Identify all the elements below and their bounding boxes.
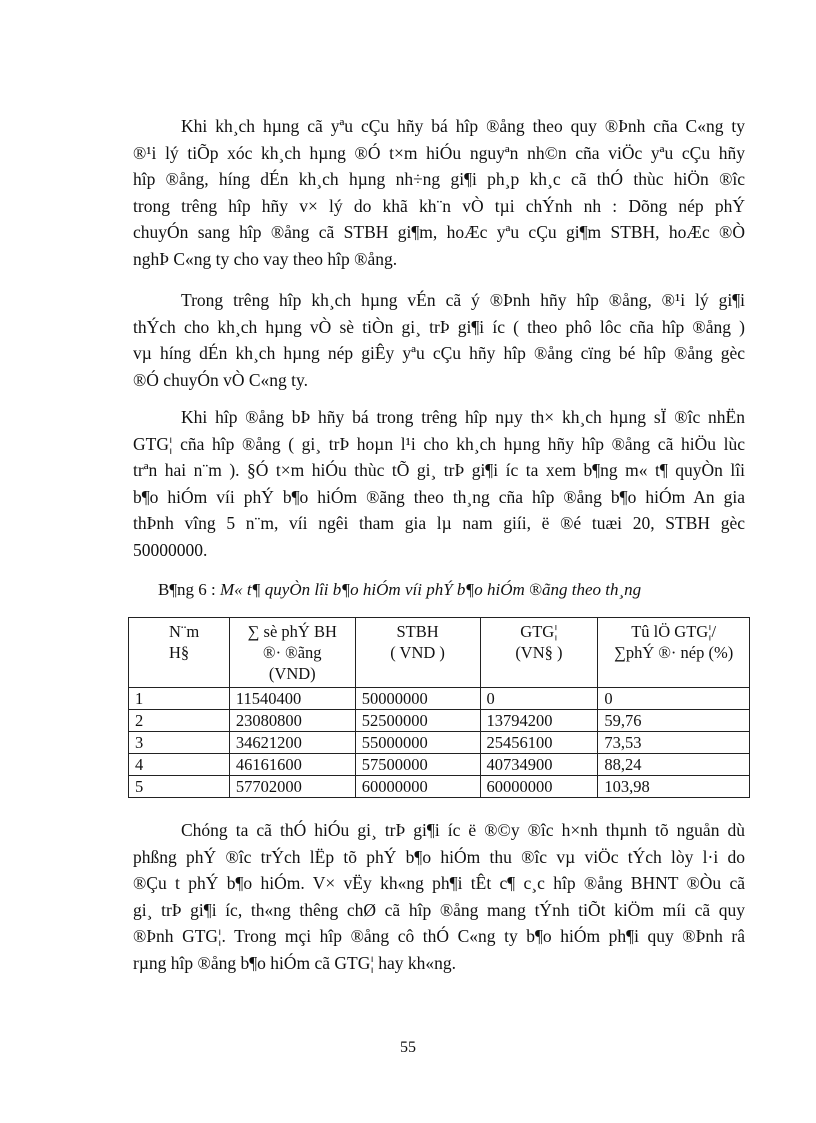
table-caption-title: M« t¶ quyÒn lîi b¶o hiÓm víi phÝ b¶o hiÓm ®ãng theo th¸ng <box>220 580 642 599</box>
text-line: Chóng ta cã thÓ hiÓu gi¸ trÞ gi¶i íc ë ®©y ®îc h×nh thµnh tõ nguån dù <box>181 820 745 840</box>
table-cell: 5 <box>129 776 230 798</box>
header-line: ( VND ) <box>390 643 445 662</box>
table-cell: 60000000 <box>480 776 598 798</box>
header-ratio <box>598 618 750 688</box>
table-row <box>129 710 750 732</box>
header-stbh <box>355 618 480 688</box>
table-cell: 59,76 <box>598 710 750 732</box>
text-line: ®¹i lý tiÕp xóc kh¸ch hµng ®Ó t×m hiÓu nguyªn nh©n cña viÖc yªu cÇu hñy <box>133 142 745 163</box>
header-line: Tû lÖ GTG¦/ <box>631 622 717 641</box>
text-line: thÞnh vîng 5 n¨m, víi ngêi tham gia lµ nam giíi, ë ®é tuæi 20, STBH gèc <box>133 513 745 534</box>
text-line: GTG¦ cña hîp ®ång ( gi¸ trÞ hoµn l¹i cho kh¸ch hµng hñy hîp ®ång cã hiÖu lùc <box>133 433 745 454</box>
text-line: 50000000. <box>133 539 208 560</box>
header-year <box>129 618 230 688</box>
table-cell: 2 <box>129 710 230 732</box>
table-cell: 57702000 <box>229 776 355 798</box>
table-cell: 25456100 <box>480 732 598 754</box>
text-line: vµ híng dÉn kh¸ch hµng nép giÊy yªu cÇu hñy hîp ®ång cïng bé hîp ®ång gèc <box>133 343 745 364</box>
table-cell: 23080800 <box>229 710 355 732</box>
header-line: (VND) <box>268 664 316 683</box>
table-cell: 52500000 <box>355 710 480 732</box>
text-line: chuyÓn sang hîp ®ång cã STBH gi¶m, hoÆc yªu cÇu gi¶m STBH, hoÆc ®Ò <box>133 222 745 243</box>
header-line: ∑phÝ ®· nép (%) <box>614 643 734 662</box>
header-line: (VN§ ) <box>515 643 563 662</box>
header-line: N¨m <box>169 622 200 641</box>
table-cell: 11540400 <box>229 688 355 710</box>
table-cell: 1 <box>129 688 230 710</box>
paragraph-2 <box>133 287 745 393</box>
text-line: Khi kh¸ch hµng cã yªu cÇu hñy bá hîp ®ång theo quy ®Þnh cña C«ng ty <box>181 116 745 136</box>
page-number: 55 <box>400 1039 416 1056</box>
paragraph-1 <box>133 113 745 273</box>
table-row <box>129 754 750 776</box>
text-line: nghÞ C«ng ty cho vay theo hîp ®ång. <box>133 248 398 269</box>
table-cell: 50000000 <box>355 688 480 710</box>
text-line: trªn hai n¨m ). §Ó t×m hiÓu thùc tÕ gi¸ trÞ gi¶i íc ta xem b¶ng m« t¶ quyÒn lîi <box>133 460 745 481</box>
text-line: rµng hîp ®ång b¶o hiÓm cã GTG¦ hay kh«ng. <box>133 952 457 973</box>
table-row <box>129 776 750 798</box>
table-cell: 34621200 <box>229 732 355 754</box>
paragraph-3 <box>133 404 745 564</box>
text-line: ®Þnh GTG¦. Trong mçi hîp ®ång cô thÓ C«ng ty b¶o hiÓm ph¶i quy ®Þnh râ <box>133 926 745 947</box>
table-row <box>129 688 750 710</box>
header-line: STBH <box>396 622 439 641</box>
table-cell: 3 <box>129 732 230 754</box>
table-caption <box>158 580 641 600</box>
table-cell: 73,53 <box>598 732 750 754</box>
header-line: ®· ®ãng <box>263 643 322 662</box>
text-line: Trong trêng hîp kh¸ch hµng vÉn cã ý ®Þnh hñy hîp ®ång, ®¹i lý gi¶i <box>181 290 745 310</box>
table-cell: 55000000 <box>355 732 480 754</box>
header-line: GTG¦ <box>520 622 558 641</box>
header-line: ∑ sè phÝ BH <box>247 622 337 641</box>
text-line: Khi hîp ®ång bÞ hñy bá trong trêng hîp nµy th× kh¸ch hµng sÏ ®îc nhËn <box>181 407 745 427</box>
header-gtg <box>480 618 598 688</box>
text-line: trong trêng hîp hñy v× lý do khã kh¨n vÒ tµi chÝnh nh : Dõng nép phÝ <box>133 195 745 216</box>
table-cell: 46161600 <box>229 754 355 776</box>
table-cell: 57500000 <box>355 754 480 776</box>
table-cell: 4 <box>129 754 230 776</box>
text-line: gi¸ trÞ gi¶i íc, th«ng thêng chØ cã hîp ®ång mang tÝnh tiÕt kiÖm míi cã quy <box>133 899 745 920</box>
table-caption-label: B¶ng 6 : <box>158 580 216 599</box>
table-cell: 13794200 <box>480 710 598 732</box>
text-line: ®Ó chuyÓn vÒ C«ng ty. <box>133 369 308 390</box>
text-line: phßng phÝ ®îc trÝch lËp tõ phÝ b¶o hiÓm thu ®îc vµ viÖc tÝch lòy l·i do <box>133 846 745 867</box>
header-total-premium <box>229 618 355 688</box>
table-cell: 60000000 <box>355 776 480 798</box>
text-line: thÝch cho kh¸ch hµng vÒ sè tiÒn gi¸ trÞ gi¶i íc ( theo phô lôc cña hîp ®ång ) <box>133 316 745 337</box>
benefits-table <box>128 617 750 798</box>
table-cell: 0 <box>598 688 750 710</box>
table-cell: 0 <box>480 688 598 710</box>
header-line: H§ <box>169 643 190 662</box>
table-cell: 103,98 <box>598 776 750 798</box>
table-row <box>129 732 750 754</box>
text-line: hîp ®ång, híng dÉn kh¸ch hµng nh÷ng gi¶i ph¸p kh¸c cã thÓ thùc hiÖn ®îc <box>133 169 745 190</box>
table-header-row <box>129 618 750 688</box>
table-cell: 88,24 <box>598 754 750 776</box>
text-line: b¶o hiÓm víi phÝ b¶o hiÓm ®ãng theo th¸ng cña hîp ®ång b¶o hiÓm An gia <box>133 486 745 507</box>
table-cell: 40734900 <box>480 754 598 776</box>
text-line: ®Çu t phÝ b¶o hiÓm. V× vËy kh«ng ph¶i tÊt c¶ c¸c hîp ®ång BHNT ®Òu cã <box>133 873 745 894</box>
paragraph-4 <box>133 817 745 977</box>
